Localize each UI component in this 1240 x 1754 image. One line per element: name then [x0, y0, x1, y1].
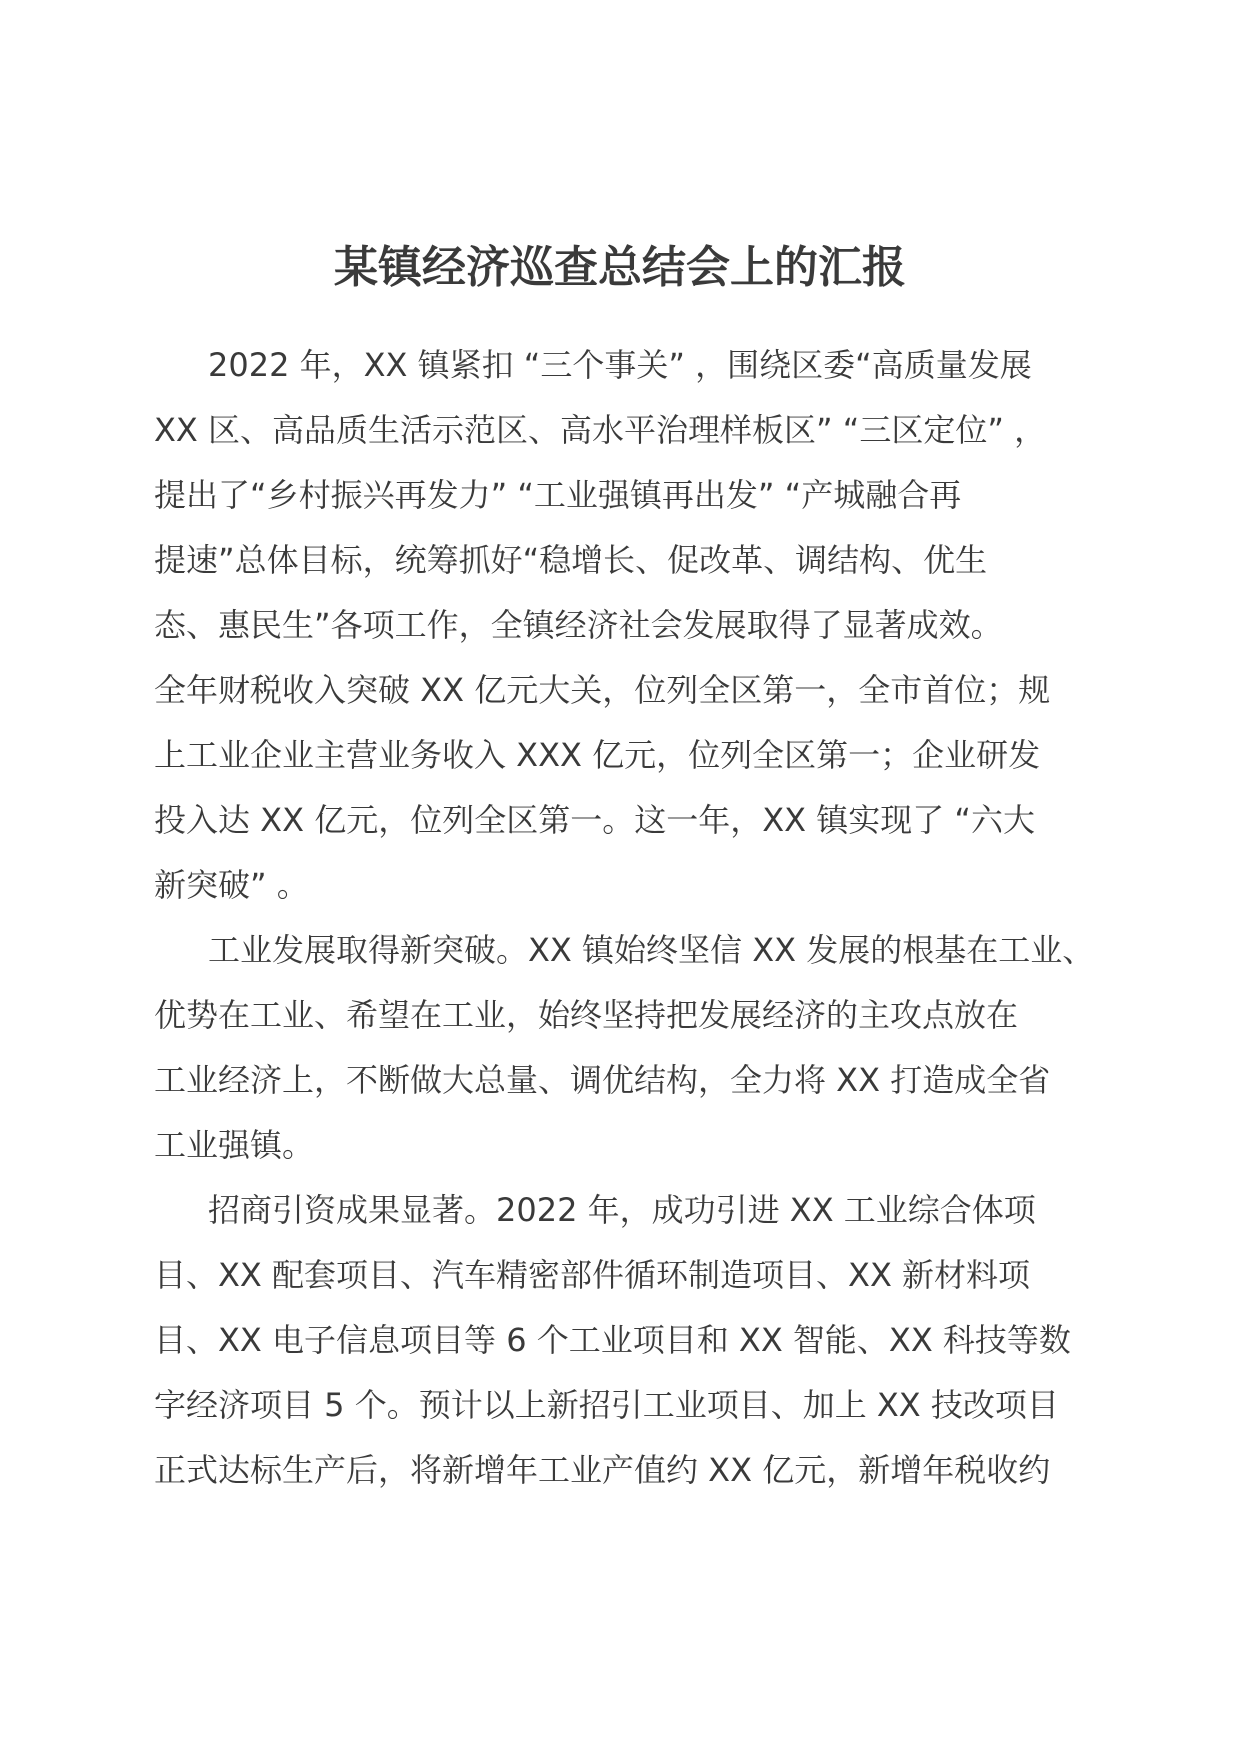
paragraph-line: 工业强镇。 — [154, 1126, 315, 1164]
paragraph-line: 提速”总体目标，统筹抓好“稳增长、促改革、调结构、优生 — [154, 541, 988, 579]
paragraph-line: 招商引资成果显著。2022 年，成功引进 XX 工业综合体项 — [208, 1191, 1036, 1229]
paragraph-line: 正式达标生产后，将新增年工业产值约 XX 亿元，新增年税收约 — [154, 1451, 1051, 1489]
paragraph-line: 上工业企业主营业务收入 XXX 亿元，位列全区第一；企业研发 — [154, 736, 1041, 774]
paragraph-line: 工业发展取得新突破。XX 镇始终坚信 XX 发展的根基在工业、 — [208, 931, 1095, 969]
paragraph-line: 态、惠民生”各项工作，全镇经济社会发展取得了显著成效。 — [154, 606, 1003, 644]
paragraph-line: 新突破” 。 — [154, 866, 309, 904]
paragraph-line: 投入达 XX 亿元，位列全区第一。这一年，XX 镇实现了 “六大 — [154, 801, 1035, 839]
paragraph-line: 提出了“乡村振兴再发力” “工业强镇再出发” “产城融合再 — [154, 476, 962, 514]
paragraph-line: 字经济项目 5 个。预计以上新招引工业项目、加上 XX 技改项目 — [154, 1386, 1059, 1424]
paragraph-line: 工业经济上，不断做大总量、调优结构，全力将 XX 打造成全省 — [154, 1061, 1051, 1099]
paragraph-line: 目、XX 电子信息项目等 6 个工业项目和 XX 智能、XX 科技等数 — [154, 1321, 1071, 1359]
paragraph-line: 优势在工业、希望在工业，始终坚持把发展经济的主攻点放在 — [154, 996, 1019, 1034]
document-title: 某镇经济巡查总结会上的汇报 — [334, 242, 906, 293]
paragraph-line: 目、XX 配套项目、汽车精密部件循环制造项目、XX 新材料项 — [154, 1256, 1031, 1294]
paragraph-line: 全年财税收入突破 XX 亿元大关，位列全区第一，全市首位；规 — [154, 671, 1051, 709]
paragraph-line: XX 区、高品质生活示范区、高水平治理样板区” “三区定位” ， — [154, 411, 1047, 449]
paragraph-line: 2022 年，XX 镇紧扣 “三个事关” ，围绕区委“高质量发展 — [208, 346, 1032, 384]
